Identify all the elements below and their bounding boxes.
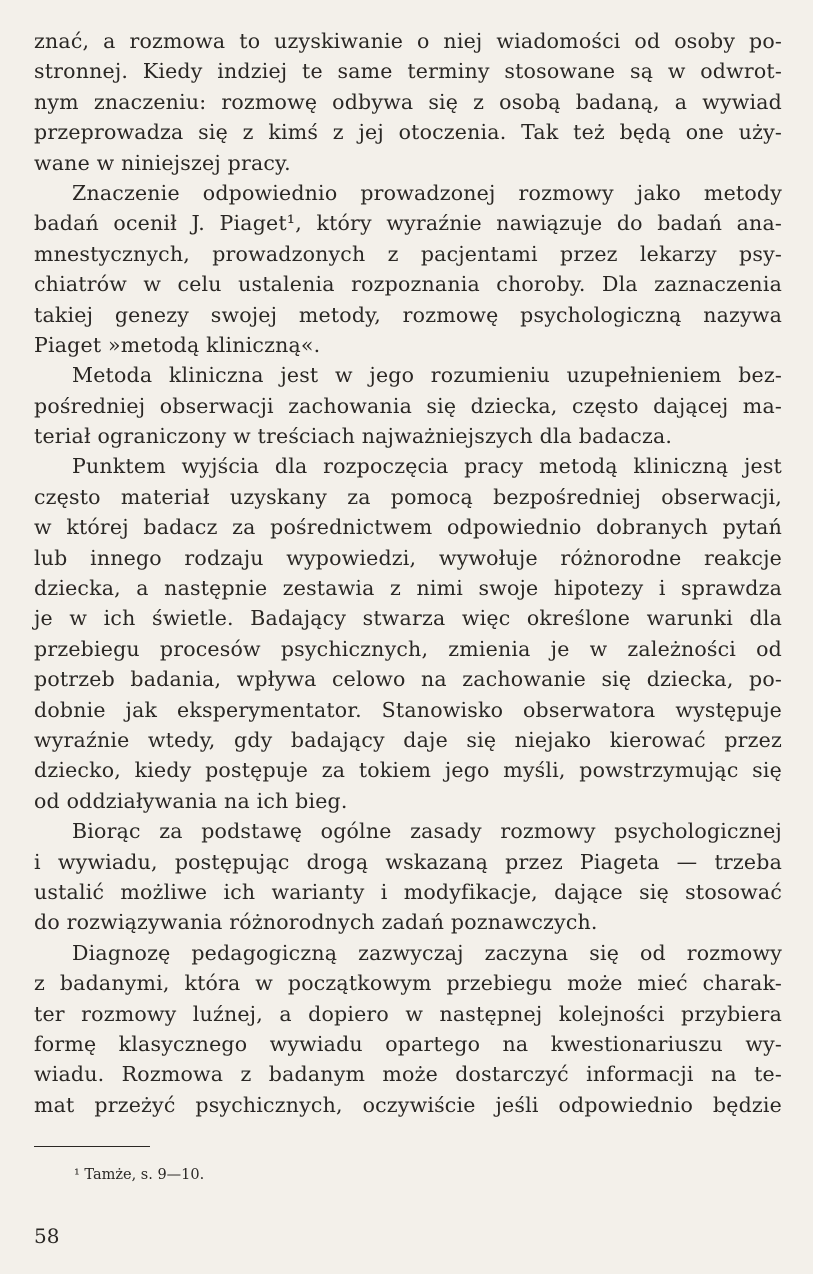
text-line: w której badacz za pośrednictwem odpowiednio dobranych pytań: [34, 515, 782, 540]
text-line: i wywiadu, postępując drogą wskazaną przez Piageta — trzeba: [34, 849, 782, 874]
text-line: lub innego rodzaju wypowiedzi, wywołuje różnorodne reakcje: [34, 545, 782, 570]
text-line: pośredniej obserwacji zachowania się dziecka, często dającej ma-: [34, 393, 782, 418]
text-line: badań ocenił J. Piaget¹, który wyraźnie nawiązuje do badań ana-: [34, 211, 782, 236]
text-line: z badanymi, która w początkowym przebiegu może mieć charak-: [34, 971, 782, 996]
text-line: formę klasycznego wywiadu opartego na kwestionariuszu wy-: [34, 1031, 782, 1056]
text-line: przeprowadza się z kimś z jej otoczenia. Tak też będą one uży-: [34, 120, 782, 145]
text-line: do rozwiązywania różnorodnych zadań poznawczych.: [34, 910, 598, 935]
text-line: Punktem wyjścia dla rozpoczęcia pracy metodą kliniczną jest: [72, 454, 782, 479]
text-line: znać, a rozmowa to uzyskiwanie o niej wiadomości od osoby po-: [34, 29, 782, 53]
text-line: wyraźnie wtedy, gdy badający daje się niejako kierować przez: [34, 727, 782, 752]
text-line: je w ich świetle. Badający stwarza więc określone warunki dla: [34, 606, 782, 631]
text-line: stronnej. Kiedy indziej te same terminy stosowane są w odwrot-: [34, 59, 782, 84]
text-line: od oddziaływania na ich bieg.: [34, 788, 348, 813]
text-line: mnestycznych, prowadzonych z pacjentami przez lekarzy psy-: [34, 241, 782, 266]
text-line: teriał ograniczony w treściach najważniejszych dla badacza.: [34, 424, 673, 449]
text-line: dziecko, kiedy postępuje za tokiem jego myśli, powstrzymując się: [34, 758, 782, 783]
footnote-divider: [34, 1146, 150, 1147]
page-number: 58: [34, 1224, 60, 1248]
text-line: dziecka, a następnie zestawia z nimi swoje hipotezy i sprawdza: [34, 576, 782, 601]
text-line: Piaget »metodą kliniczną«.: [34, 332, 321, 357]
text-line: Biorąc za podstawę ogólne zasady rozmowy psychologicznej: [72, 819, 782, 844]
text-line: Znaczenie odpowiednio prowadzonej rozmowy jako metody: [72, 180, 782, 205]
text-line: wane w niniejszej pracy.: [34, 150, 291, 175]
text-line: chiatrów w celu ustalenia rozpoznania choroby. Dla zaznaczenia: [34, 272, 782, 297]
text-line: Metoda kliniczna jest w jego rozumieniu uzupełnieniem bez-: [72, 363, 782, 388]
text-line: potrzeb badania, wpływa celowo na zachowanie się dziecka, po-: [34, 667, 782, 692]
text-line: nym znaczeniu: rozmowę odbywa się z osobą badaną, a wywiad: [34, 89, 782, 114]
text-line: dobnie jak eksperymentator. Stanowisko obserwatora występuje: [34, 697, 782, 722]
text-line: wiadu. Rozmowa z badanym może dostarczyć informacji na te-: [34, 1062, 782, 1087]
text-line: Diagnozę pedagogiczną zazwyczaj zaczyna się od rozmowy: [72, 940, 782, 965]
text-line: ter rozmowy luźnej, a dopiero w następnej kolejności przybiera: [34, 1001, 782, 1026]
text-line: często materiał uzyskany za pomocą bezpośredniej obserwacji,: [34, 484, 782, 509]
text-line: takiej genezy swojej metody, rozmowę psychologiczną nazywa: [34, 302, 782, 327]
footnote: ¹ Tamże, s. 9—10.: [74, 1167, 205, 1183]
main-text-block: [34, 26, 782, 1120]
text-line: ustalić możliwe ich warianty i modyfikacje, dające się stosować: [34, 879, 782, 904]
text-line: mat przeżyć psychicznych, oczywiście jeśli odpowiednio będzie: [34, 1092, 782, 1117]
text-line: przebiegu procesów psychicznych, zmienia je w zależności od: [34, 636, 782, 661]
